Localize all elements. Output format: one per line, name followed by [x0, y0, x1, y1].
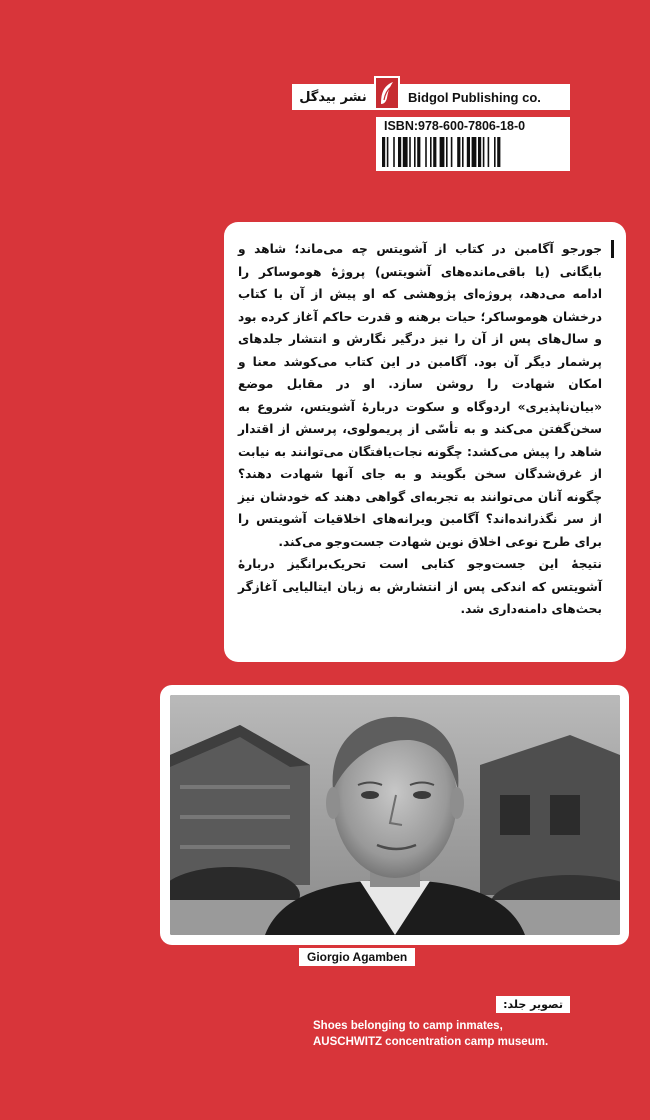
- isbn-text: ISBN:978-600-7806-18-0: [384, 119, 526, 133]
- publisher-name-fa: نشر بیدگل: [299, 89, 367, 105]
- barcode-bar: [446, 137, 448, 167]
- barcode-bar: [494, 137, 496, 167]
- cover-credit-line-2: AUSCHWITZ concentration camp museum.: [313, 1036, 549, 1048]
- barcode-bar: [433, 137, 436, 167]
- barcode-bar: [425, 137, 427, 167]
- barcode-bar: [403, 137, 408, 167]
- barcode-bar: [382, 137, 385, 167]
- barcode-bar: [497, 137, 500, 167]
- barcode-bar: [430, 137, 432, 167]
- barcode-bars: [382, 137, 564, 167]
- barcode-bar: [467, 137, 470, 167]
- isbn-barcode: [376, 117, 570, 171]
- barcode-bar: [387, 137, 389, 167]
- barcode-bar: [478, 137, 481, 167]
- barcode-bar: [472, 137, 477, 167]
- quote-mark: [611, 240, 614, 258]
- publisher-logo-icon: [374, 76, 400, 110]
- barcode-bar: [393, 137, 395, 167]
- barcode-bar: [417, 137, 420, 167]
- barcode-bar: [409, 137, 411, 167]
- barcode-bar: [451, 137, 453, 167]
- barcode-bar: [457, 137, 460, 167]
- blurb-paragraph-1: جورجو آگامبن در کتاب از آشویتس چه می‌ماند؛ شاهد و بایگانی (یا باقی‌مانده‌های آشویتس) پروژهٔ هوموساکر را ادامه می‌دهد، پروژه‌ای پژوهشی که او پیش از آن با کتاب درخشان هوموساکر؛ حیات برهنه و قدرت حاکم آغاز کرده بود و سال‌های پس از آن را نیز درگیر نگارش و انتشار جلدهای پرشمار دیگر آن بود. آگامبن در این کتاب می‌کوشد معنا و امکان شهادت را روشن سازد. او در مقابل موضع «بیان‌ناپذیری» اردوگاه و سکوت دربارهٔ آشویتس، شروع به سخن‌گفتن می‌کند و به تأسّی از پریمولوی، پرسش از اقتدار شاهد را پیش می‌کشد: چگونه نجات‌یافتگان می‌توانند به نیابت از غرق‌شدگان سخن بگویند و به جای آنها شهادت دهند؟ چگونه آنان می‌توانند به تجربه‌ای گواهی دهند که خودشان نیز از سر نگذرانده‌اند؟ آگامبن ویرانه‌های اخلاقیات آشویتس را برای طرح نوعی اخلاق نوین شهادت جست‌وجو می‌کند.: [238, 242, 602, 549]
- photo-caption: Giorgio Agamben: [299, 948, 415, 966]
- barcode-bar: [483, 137, 485, 167]
- barcode-bar: [488, 137, 490, 167]
- publisher-name-en: Bidgol Publishing co.: [408, 89, 541, 105]
- barcode-bar: [462, 137, 464, 167]
- blurb-panel: [224, 222, 626, 662]
- barcode-bar: [414, 137, 416, 167]
- barcode-bar: [440, 137, 445, 167]
- author-photo: [170, 695, 620, 935]
- cover-image-label: تصویر جلد:: [496, 996, 570, 1013]
- blurb-paragraph-2: نتیجهٔ این جست‌وجو کتابی است تحریک‌برانگیز دربارهٔ آشویتس که اندکی پس از انتشارش به زبان ایتالیایی آغازگر بحث‌های دامنه‌داری شد.: [238, 557, 602, 616]
- cover-image-credit: [313, 1018, 573, 1050]
- cover-credit-line-1: Shoes belonging to camp inmates,: [313, 1020, 503, 1032]
- barcode-bar: [398, 137, 401, 167]
- author-photo-frame: [160, 685, 629, 945]
- publisher-strip: [292, 84, 570, 110]
